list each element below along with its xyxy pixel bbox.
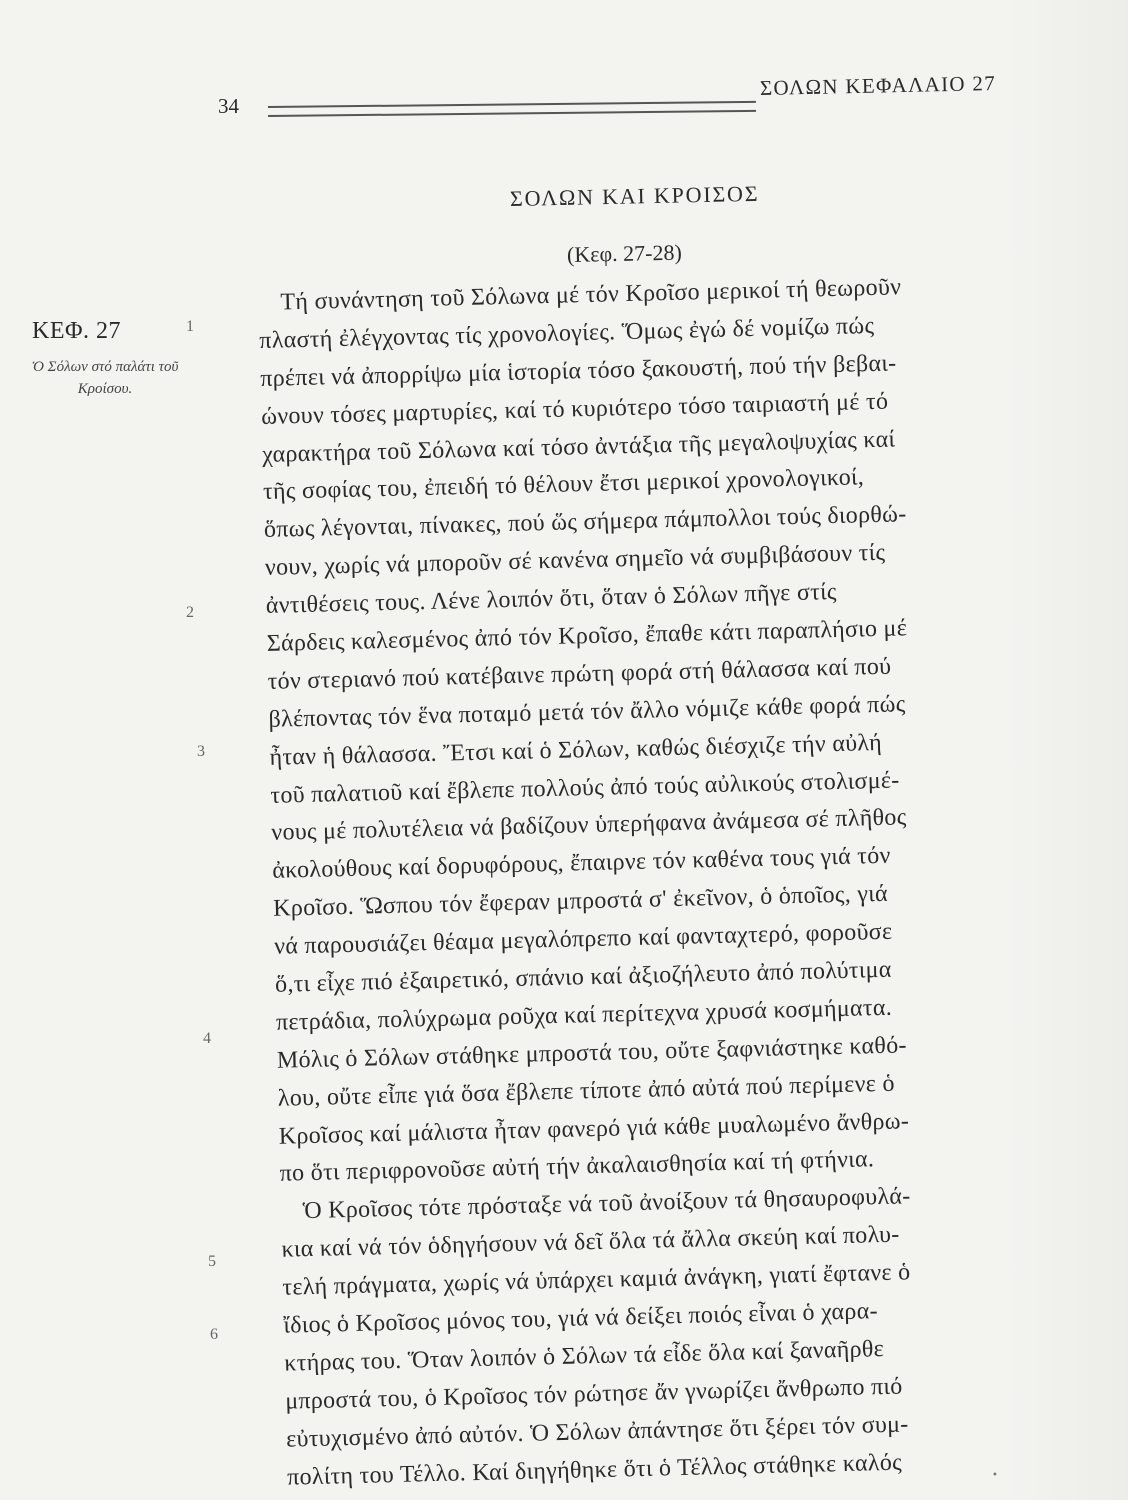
text-line: κια καί νά τόν ὁδηγήσουν νά δεῖ ὅλα τά ἄλλα σκεύη καί πολυ- [281, 1221, 900, 1263]
text-line: τοῦ παλατιοῦ καί ἔβλεπε πολλούς ἀπό τούς αὐλικούς στολισμέ- [270, 767, 900, 809]
text-line: Τή συνάντηση τοῦ Σόλωνα μέ τόν Κροῖσο μερικοί τή θεωροῦν [280, 274, 902, 316]
text-line: πετράδια, πολύχρωμα ροῦχα καί περίτεχνα χρυσά κοσμήματα. [275, 994, 893, 1036]
margin-chapter-heading: ΚΕΦ. 27 [32, 318, 122, 344]
section-title: ΣΟΛΩΝ ΚΑΙ ΚΡΟΙΣΟΣ [509, 180, 760, 211]
margin-note: Ὁ Σόλων στό παλάτι τοῦ Κροίσου. [31, 359, 179, 397]
text-line: Σάρδεις καλεσμένος ἀπό τόν Κροῖσο, ἔπαθε κάτι παραπλήσιο μέ [266, 615, 908, 657]
text-line: πο ὅτι περιφρονοῦσε αὐτή τήν ἀκαλαισθησία καί τή φτήνια. [279, 1146, 875, 1188]
text-line: λου, οὔτε εἶπε γιά ὅσα ἔβλεπε τίποτε ἀπό αὐτά πού περίμενε ὁ [277, 1070, 896, 1112]
running-header: ΣΟΛΩΝ ΚΕΦΑΛΑΙΟ 27 [759, 71, 997, 100]
text-line: ἀντιθέσεις τους. Λένε λοιπόν ὅτι, ὅταν ὁ Σόλων πῆγε στίς [265, 579, 837, 620]
header-rule [268, 101, 756, 117]
text-line: ἦταν ἡ θάλασσα. Ἔτσι καί ὁ Σόλων, καθώς διέσχιζε τήν αὐλή [269, 729, 883, 771]
line-number: 2 [186, 604, 194, 621]
text-line: νά παρουσιάζει θέαμα μεγαλόπρεπο καί φανταχτερό, φοροῦσε [273, 918, 893, 960]
text-line: ἀκολούθους καί δορυφόρους, ἔπαιρνε τόν καθένα τους γιά τόν [272, 843, 891, 885]
line-number: 4 [203, 1030, 211, 1047]
text-line: ὅπως λέγονται, πίνακες, πού ὥς σήμερα πάμπολλοι τούς διορθώ- [263, 501, 907, 544]
text-line: ὅ,τι εἶχε πιό ἐξαιρετικό, σπάνιο καί ἀξιοζήλευτο ἀπό πολύτιμα [274, 956, 892, 998]
text-line: Ὁ Κροῖσος τότε πρόσταξε νά τοῦ ἀνοίξουν τά θησαυροφυλά- [302, 1183, 911, 1225]
text-line: τῆς σοφίας του, ἐπειδή τό θέλουν ἔτσι μερικοί χρονολογικοί, [262, 464, 865, 506]
text-line: χαρακτήρα τοῦ Σόλωνα καί τόσο ἀντάξια τῆς μεγαλοψυχίας καί [261, 426, 896, 468]
text-line: μπροστά του, ὁ Κροῖσος τόν ρώτησε ἄν γνωρίζει ἄνθρωπο πιό [284, 1373, 903, 1415]
section-subtitle: (Κεφ. 27-28) [566, 239, 683, 267]
text-line: νους μέ πολυτέλεια νά βαδίζουν ὑπερήφανα ἀνάμεσα σέ πλῆθος [271, 804, 907, 847]
text-line: Μόλις ὁ Σόλων στάθηκε μπροστά του, οὔτε ξαφνιάστηκε καθό- [276, 1032, 908, 1074]
line-number: 1 [186, 318, 194, 335]
text-line: τόν στεριανό πού κατέβαινε πρώτη φορά στή θάλασσα καί πού [267, 653, 892, 695]
text-line: κτήρας του. Ὅταν λοιπόν ὁ Σόλων τά εἶδε ὅλα καί ξαναῆρθε [284, 1335, 885, 1377]
text-line: πολίτη του Τέλλο. Καί διηγήθηκε ὅτι ὁ Τέλλος στάθηκε καλός [286, 1449, 903, 1491]
text-line: Κροῖσος καί μάλιστα ἦταν φανερό γιά κάθε μυαλωμένο ἄνθρω- [278, 1107, 910, 1150]
line-number: 3 [197, 743, 205, 760]
text-line: ώνουν τόσες μαρτυρίες, καί τό κυριότερο τόσο ταιριαστή μέ τό [260, 388, 889, 430]
text-line: Κροῖσο. Ὥσπου τόν ἔφεραν μπροστά σ' ἐκεῖνον, ὁ ὁποῖος, γιά [272, 881, 889, 923]
text-line: τελή πράγματα, χωρίς νά ὑπάρχει καμιά ἀνάγκη, γιατί ἔφτανε ὁ [282, 1259, 911, 1301]
text-line: βλέποντας τόν ἕνα ποταμό μετά τόν ἄλλο νόμιζε κάθε φορά πώς [268, 691, 906, 733]
text-line: πλαστή ἐλέγχοντας τίς χρονολογίες. Ὅμως ἐγώ δέ νομίζω πώς [259, 312, 875, 354]
ink-speck: • [992, 1470, 998, 1481]
text-line: ἴδιος ὁ Κροῖσος μόνος του, γιά νά δείξει ποιός εἶναι ὁ χαρα- [283, 1298, 879, 1339]
page-number: 34 [218, 94, 239, 118]
body-text [258, 265, 1117, 1497]
text-line: εὐτυχισμένο ἀπό αὐτόν. Ὁ Σόλων ἀπάντησε ὅτι ξέρει τόν συμ- [285, 1411, 909, 1453]
text-line: πρέπει νά ἀπορρίψω μία ἱστορία τόσο ξακουστή, πού τήν βεβαι- [259, 350, 897, 392]
line-number: 5 [208, 1253, 216, 1270]
line-number: 6 [210, 1326, 218, 1343]
text-line: νουν, χωρίς νά μποροῦν σέ κανένα σημεῖο νά συμβιβάσουν τίς [264, 539, 886, 582]
